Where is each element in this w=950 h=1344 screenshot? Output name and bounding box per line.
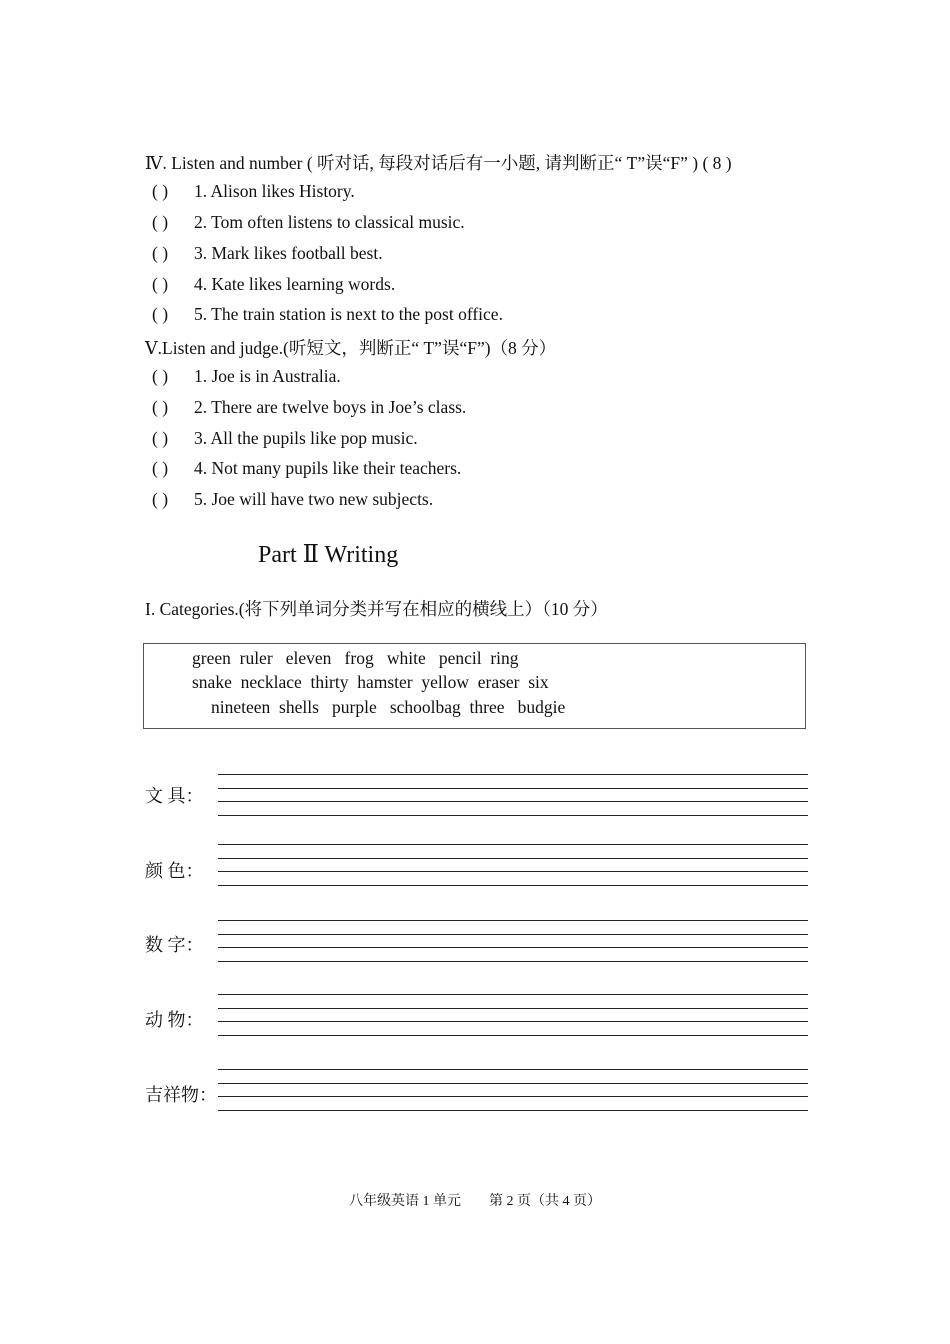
question-row	[152, 458, 461, 479]
writing-line[interactable]	[218, 934, 808, 935]
question-row	[152, 428, 418, 449]
page-footer: 八年级英语 1 单元 第 2 页（共 4 页）	[349, 1194, 601, 1209]
section-5-heading: Ⅴ.Listen and judge.(听短文，判断正“ T”误“F”)（8 分）	[145, 338, 557, 358]
writing-line[interactable]	[218, 1008, 808, 1009]
writing-line[interactable]	[218, 885, 808, 886]
writing-line[interactable]	[218, 815, 808, 816]
category-label-numbers: 数 字：	[145, 935, 204, 955]
answer-blank[interactable]: ( )	[152, 212, 169, 232]
writing-line[interactable]	[218, 1069, 808, 1070]
word-bank-box	[143, 643, 806, 729]
question-text: 2. Tom often listens to classical music.	[194, 212, 465, 232]
writing-line[interactable]	[218, 920, 808, 921]
word-bank-row: green ruler eleven frog white pencil ring	[192, 648, 519, 668]
writing-line[interactable]	[218, 871, 808, 872]
question-row	[152, 212, 465, 233]
category-label-stationery: 文 具：	[145, 786, 204, 806]
categories-heading: I. Categories.(将下列单词分类并写在相应的横线上）（10 分）	[145, 599, 608, 619]
category-label-animals: 动 物：	[145, 1010, 204, 1030]
category-label-mascots: 吉祥物：	[145, 1085, 217, 1105]
writing-line[interactable]	[218, 1035, 808, 1036]
question-text: 3. All the pupils like pop music.	[194, 428, 418, 448]
question-text: 3. Mark likes football best.	[194, 243, 383, 263]
answer-blank[interactable]: ( )	[152, 366, 169, 386]
question-row	[152, 274, 395, 295]
answer-blank[interactable]: ( )	[152, 304, 169, 324]
question-text: 5. The train station is next to the post office.	[194, 304, 503, 324]
writing-line[interactable]	[218, 1110, 808, 1111]
question-text: 4. Kate likes learning words.	[194, 274, 396, 294]
question-row	[152, 181, 355, 202]
writing-line[interactable]	[218, 1083, 808, 1084]
section-4-heading: Ⅳ. Listen and number ( 听对话, 每段对话后有一小题, 请判断正“ T”误“F” ) ( 8 )	[145, 153, 732, 173]
question-row	[152, 489, 433, 510]
writing-line[interactable]	[218, 774, 808, 775]
question-text: 2. There are twelve boys in Joe’s class.	[194, 397, 467, 417]
answer-blank[interactable]: ( )	[152, 181, 169, 201]
question-row	[152, 397, 466, 418]
answer-blank[interactable]: ( )	[152, 458, 169, 478]
part-title: Part Ⅱ Writing	[258, 542, 399, 568]
writing-line[interactable]	[218, 788, 808, 789]
writing-line[interactable]	[218, 994, 808, 995]
question-row	[152, 243, 383, 264]
word-bank-row: nineteen shells purple schoolbag three budgie	[211, 697, 566, 717]
word-bank-row: snake necklace thirty hamster yellow eraser six	[192, 672, 549, 692]
answer-blank[interactable]: ( )	[152, 243, 169, 263]
question-row	[152, 366, 341, 387]
category-label-colors: 颜 色：	[145, 861, 204, 881]
writing-line[interactable]	[218, 1021, 808, 1022]
question-text: 4. Not many pupils like their teachers.	[194, 458, 462, 478]
writing-line[interactable]	[218, 1096, 808, 1097]
writing-line[interactable]	[218, 947, 808, 948]
question-text: 1. Alison likes History.	[194, 181, 355, 201]
answer-blank[interactable]: ( )	[152, 274, 169, 294]
writing-line[interactable]	[218, 844, 808, 845]
writing-line[interactable]	[218, 858, 808, 859]
writing-line[interactable]	[218, 801, 808, 802]
writing-line[interactable]	[218, 961, 808, 962]
question-text: 1. Joe is in Australia.	[194, 366, 341, 386]
answer-blank[interactable]: ( )	[152, 397, 169, 417]
answer-blank[interactable]: ( )	[152, 489, 169, 509]
question-row	[152, 304, 503, 325]
answer-blank[interactable]: ( )	[152, 428, 169, 448]
question-text: 5. Joe will have two new subjects.	[194, 489, 434, 509]
